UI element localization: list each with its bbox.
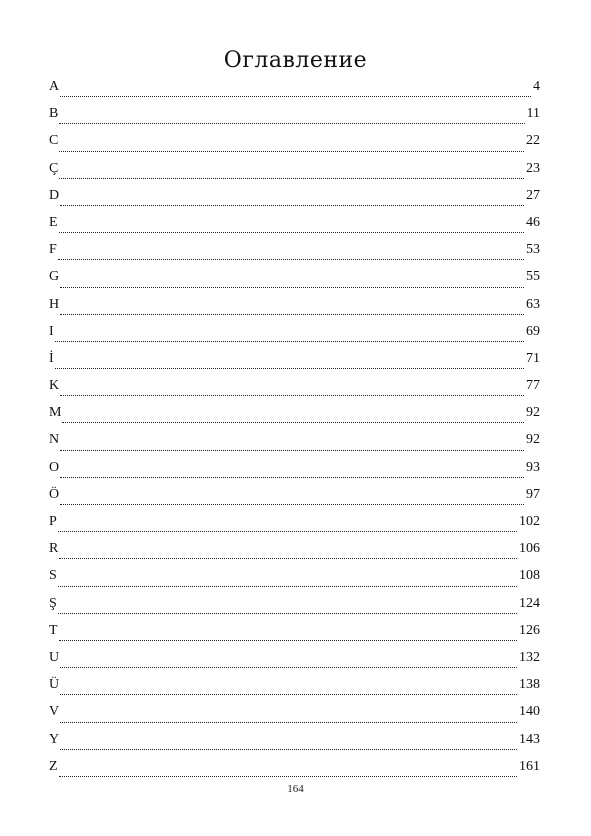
toc-entry-page: 143 <box>519 731 540 747</box>
toc-entry-page: 106 <box>519 541 540 557</box>
toc-entry-page: 22 <box>526 133 540 149</box>
toc-entry-letter: T <box>49 622 58 638</box>
dot-leader <box>59 558 517 559</box>
page-number: 164 <box>287 783 304 795</box>
toc-entry-letter: C <box>49 133 59 149</box>
toc-entry-letter: İ <box>49 350 54 366</box>
dot-leader <box>60 96 531 97</box>
toc-entry-page: 92 <box>526 405 540 421</box>
toc-entry[interactable] <box>49 212 540 239</box>
toc-entry-page: 53 <box>526 242 540 258</box>
toc-entry-letter: V <box>49 704 60 720</box>
toc-entry-page: 93 <box>526 459 540 475</box>
toc-entry[interactable] <box>49 185 540 212</box>
toc-entry[interactable] <box>49 565 540 592</box>
toc-entry[interactable] <box>49 484 540 511</box>
dot-leader <box>58 586 517 587</box>
toc-entry-letter: R <box>49 541 59 557</box>
toc-entry[interactable] <box>49 429 540 456</box>
table-of-contents <box>49 76 540 783</box>
toc-entry-page: 97 <box>526 486 540 502</box>
toc-entry[interactable] <box>49 511 540 538</box>
toc-entry[interactable] <box>49 729 540 756</box>
dot-leader <box>60 504 524 505</box>
toc-entry-page: 102 <box>519 514 540 529</box>
toc-entry-page: 92 <box>526 432 540 448</box>
toc-entry[interactable] <box>49 538 540 565</box>
toc-entry-page: 161 <box>519 758 540 774</box>
toc-entry-page: 63 <box>526 296 540 312</box>
toc-entry-letter: P <box>49 514 57 529</box>
dot-leader <box>55 368 524 369</box>
toc-entry-letter: F <box>49 242 57 258</box>
toc-entry-letter: O <box>49 459 60 475</box>
toc-entry-letter: K <box>49 378 60 394</box>
toc-entry[interactable] <box>49 321 540 348</box>
dot-leader <box>60 395 524 396</box>
toc-entry-page: 46 <box>526 214 540 230</box>
toc-entry-page: 71 <box>526 350 540 366</box>
toc-entry-page: 55 <box>526 269 540 285</box>
dot-leader <box>59 776 517 777</box>
dot-leader <box>58 259 524 260</box>
toc-entry-letter: A <box>49 79 60 94</box>
dot-leader <box>60 287 524 288</box>
dot-leader <box>59 151 524 152</box>
toc-entry-page: 124 <box>519 595 540 611</box>
toc-entry[interactable] <box>49 620 540 647</box>
toc-entry-page: 138 <box>519 677 540 693</box>
toc-entry-page: 69 <box>526 323 540 339</box>
toc-entry-letter: M <box>49 405 62 421</box>
dot-leader <box>55 341 524 342</box>
dot-leader <box>60 722 517 723</box>
dot-leader <box>60 205 524 206</box>
toc-entry-letter: Z <box>49 758 58 774</box>
dot-leader <box>60 314 524 315</box>
page-title: Оглавление <box>223 48 368 73</box>
toc-entry-letter: I <box>49 323 54 339</box>
toc-entry-letter: H <box>49 296 60 312</box>
dot-leader <box>60 450 524 451</box>
toc-entry-letter: E <box>49 214 58 230</box>
toc-entry[interactable] <box>49 593 540 620</box>
toc-entry-page: 23 <box>526 160 540 176</box>
toc-entry-page: 132 <box>519 649 540 665</box>
dot-leader <box>58 531 517 532</box>
toc-entry-letter: N <box>49 432 60 448</box>
toc-entry-letter: S <box>49 568 57 584</box>
toc-entry[interactable] <box>49 294 540 321</box>
dot-leader <box>59 178 524 179</box>
dot-leader <box>58 613 517 614</box>
dot-leader <box>59 232 524 233</box>
toc-entry-page: 108 <box>519 568 540 584</box>
toc-entry-letter: Ü <box>49 677 60 693</box>
dot-leader <box>59 640 517 641</box>
toc-entry[interactable] <box>49 348 540 375</box>
toc-entry-letter: B <box>49 106 59 122</box>
dot-leader <box>60 694 517 695</box>
dot-leader <box>59 123 524 124</box>
toc-entry-page: 126 <box>519 622 540 638</box>
toc-entry-letter: Ç <box>49 160 59 176</box>
toc-entry[interactable] <box>49 375 540 402</box>
dot-leader <box>60 477 524 478</box>
toc-entry-page: 27 <box>526 187 540 203</box>
toc-entry-page: 4 <box>533 79 540 94</box>
toc-entry[interactable] <box>49 130 540 157</box>
dot-leader <box>60 749 517 750</box>
toc-entry-page: 77 <box>526 378 540 394</box>
toc-entry-letter: Ö <box>49 486 60 502</box>
toc-entry[interactable] <box>49 647 540 674</box>
toc-entry[interactable] <box>49 158 540 185</box>
toc-entry[interactable] <box>49 674 540 701</box>
dot-leader <box>60 667 517 668</box>
toc-entry[interactable] <box>49 266 540 293</box>
toc-entry[interactable] <box>49 402 540 429</box>
toc-entry-letter: D <box>49 187 60 203</box>
toc-entry-letter: Ş <box>49 595 57 611</box>
toc-entry[interactable] <box>49 756 540 783</box>
toc-entry-letter: Y <box>49 731 60 747</box>
toc-entry-letter: U <box>49 649 60 665</box>
toc-entry[interactable] <box>49 239 540 266</box>
toc-entry[interactable] <box>49 76 540 103</box>
toc-entry-letter: G <box>49 269 60 285</box>
dot-leader <box>62 422 524 423</box>
toc-entry-page: 11 <box>526 106 540 122</box>
toc-entry[interactable] <box>49 701 540 728</box>
toc-entry[interactable] <box>49 457 540 484</box>
toc-entry[interactable] <box>49 103 540 130</box>
toc-entry-page: 140 <box>519 704 540 720</box>
